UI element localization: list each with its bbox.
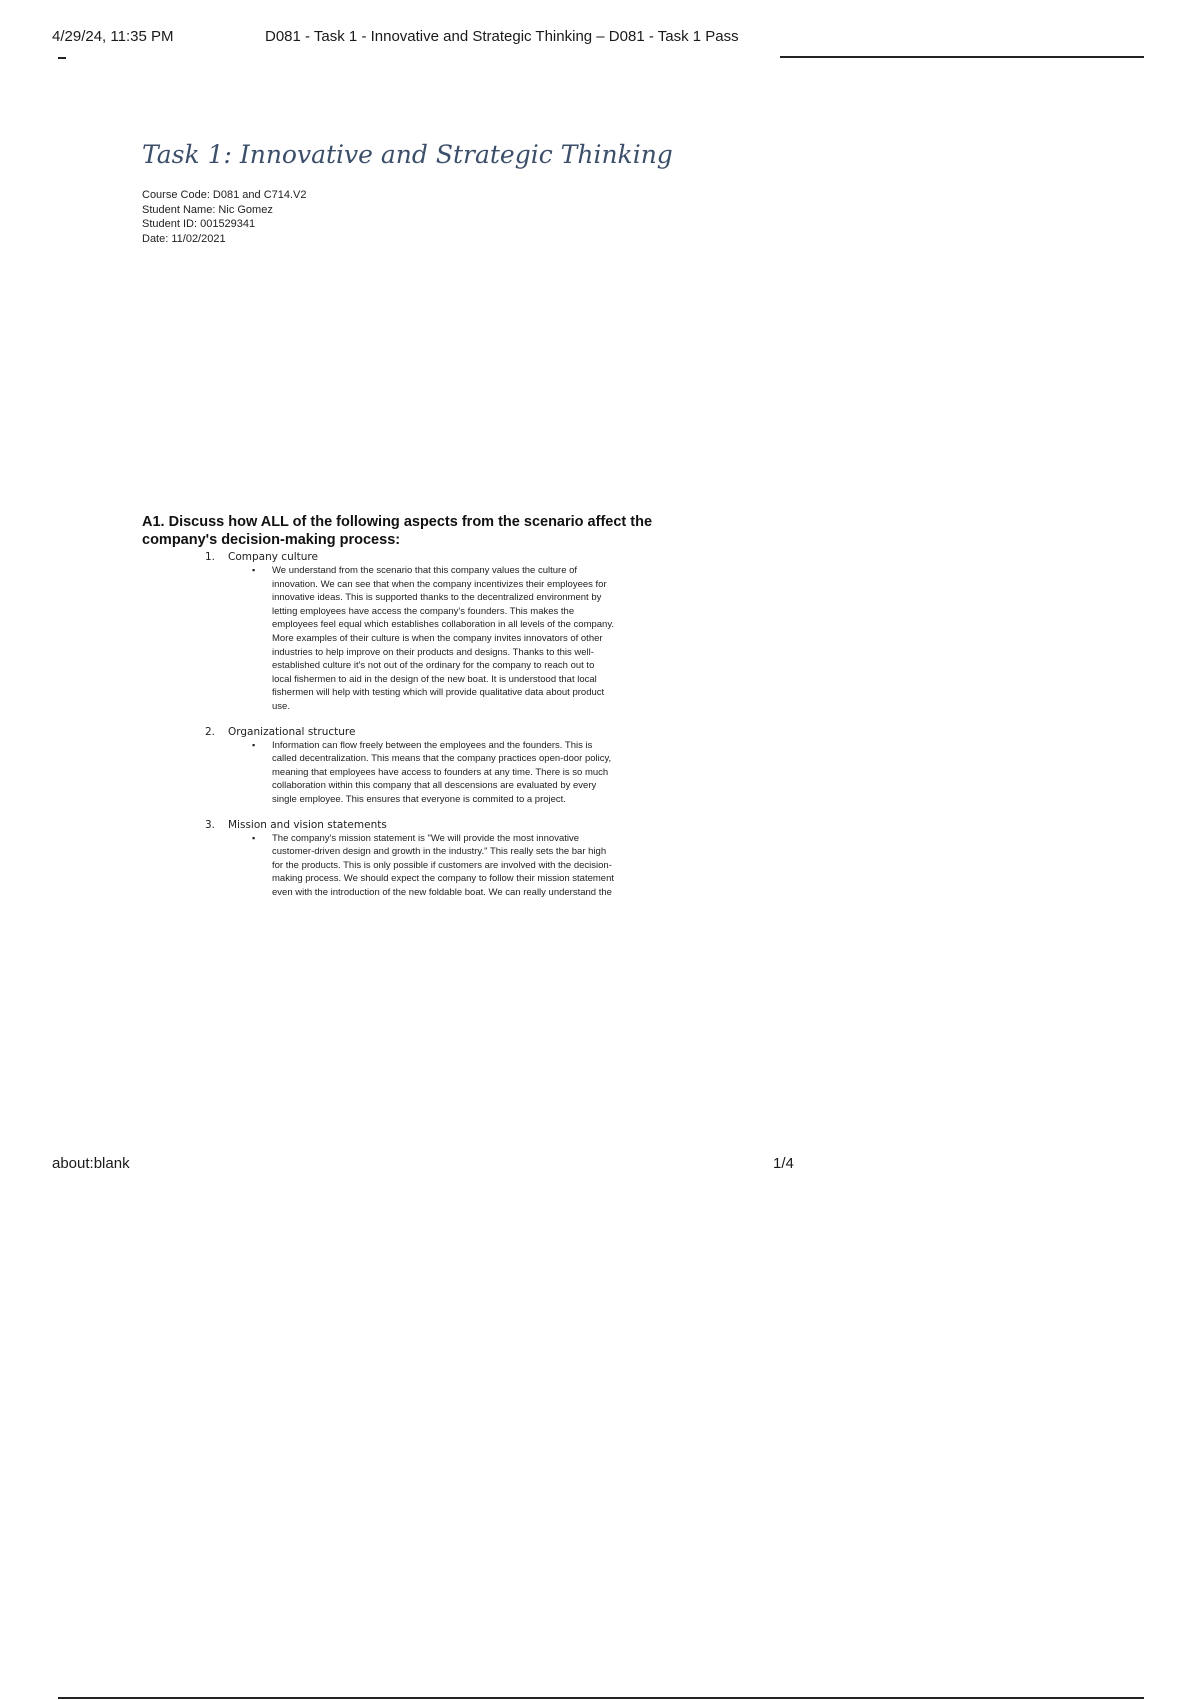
paragraph-line: established culture it's not out of the ordinary for the company to reach out to [272, 660, 595, 672]
aspect-number: 3. [205, 818, 216, 831]
aspect-body [252, 564, 705, 714]
paragraph-line: called decentralization. This means that the company practices open-door policy, [272, 753, 612, 765]
aspect-heading [205, 818, 705, 832]
paragraph-line: for the products. This is only possible if customers are involved with the decision- [272, 859, 612, 871]
print-timestamp: 4/29/24, 11:35 PM [52, 28, 174, 45]
aspect-number: 2. [205, 725, 216, 738]
course-code: Course Code: D081 and C714.V2 [142, 189, 307, 201]
paragraph-line: collaboration within this company that all descensions are evaluated by every [272, 780, 597, 792]
paragraph-line: industries to help improve on their products and designs. Thanks to this well- [272, 646, 594, 658]
student-id: Student ID: 001529341 [142, 218, 256, 230]
aspect-label: Organizational structure [228, 725, 356, 738]
student-name: Student Name: Nic Gomez [142, 203, 273, 216]
print-header [52, 28, 1148, 52]
document-meta [142, 188, 307, 246]
paragraph-line: innovation. We can see that when the company incentivizes their employees for [272, 578, 607, 590]
aspect-body [252, 739, 705, 807]
paragraph-line: The company's mission statement is "We will provide the most innovative [272, 832, 580, 844]
paragraph-line: customer-driven design and growth in the industry." This really sets the bar high [272, 846, 607, 858]
aspect-label: Mission and vision statements [228, 818, 387, 831]
paragraph-line: even with the introduction of the new foldable boat. We can really understand the [272, 886, 612, 898]
bullet-icon: ▪ [252, 565, 256, 575]
header-rule [780, 56, 1144, 58]
aspect-heading [205, 725, 705, 739]
header-tick-mark [58, 57, 66, 59]
paragraph-line: innovative ideas. This is supported thanks to the decentralized environment by [272, 592, 602, 604]
print-footer-url: about:blank [52, 1155, 130, 1172]
paragraph-line: making process. We should expect the company to follow their mission statement [272, 873, 614, 885]
document-heading: Task 1: Innovative and Strategic Thinking [142, 140, 673, 169]
bottom-rule [58, 1697, 1144, 1699]
bullet-icon: ▪ [252, 739, 256, 750]
paragraph-line: meaning that employees have access to founders at any time. There is so much [272, 766, 609, 778]
paragraph-line: letting employees have access the company's founders. This makes the [272, 605, 575, 617]
print-document-title: D081 - Task 1 - Innovative and Strategic Thinking – D081 - Task 1 Pass [265, 28, 739, 45]
document-date: Date: 11/02/2021 [142, 232, 226, 245]
print-footer-page-number: 1/4 [773, 1155, 794, 1172]
aspect-item [205, 818, 705, 900]
aspect-heading [205, 550, 705, 564]
paragraph-line: Information can flow freely between the employees and the founders. This is [272, 739, 593, 751]
paragraph-line: More examples of their culture is when the company invites innovators of other [272, 632, 603, 644]
paragraph-line: employees feel equal which establishes collaboration in all levels of the company. [272, 619, 615, 631]
aspect-list [205, 550, 705, 910]
aspect-label: Company culture [228, 551, 318, 563]
paragraph-line: local fishermen to aid in the design of the new boat. It is understood that local [272, 673, 597, 685]
bullet-icon: ▪ [252, 832, 256, 843]
aspect-item [205, 725, 705, 807]
aspect-number: 1. [205, 551, 216, 563]
aspect-body [252, 832, 705, 900]
paragraph-line: We understand from the scenario that this company values the culture of [272, 565, 578, 576]
paragraph-line: use. [272, 700, 290, 712]
question-a1: A1. Discuss how ALL of the following aspects from the scenario affect the company's decision-making process: [142, 514, 653, 548]
paragraph-line: fishermen will help with testing which will provide qualitative data about product [272, 687, 605, 699]
aspect-item [205, 550, 705, 714]
paragraph-line: single employee. This ensures that everyone is commited to a project. [272, 793, 566, 805]
